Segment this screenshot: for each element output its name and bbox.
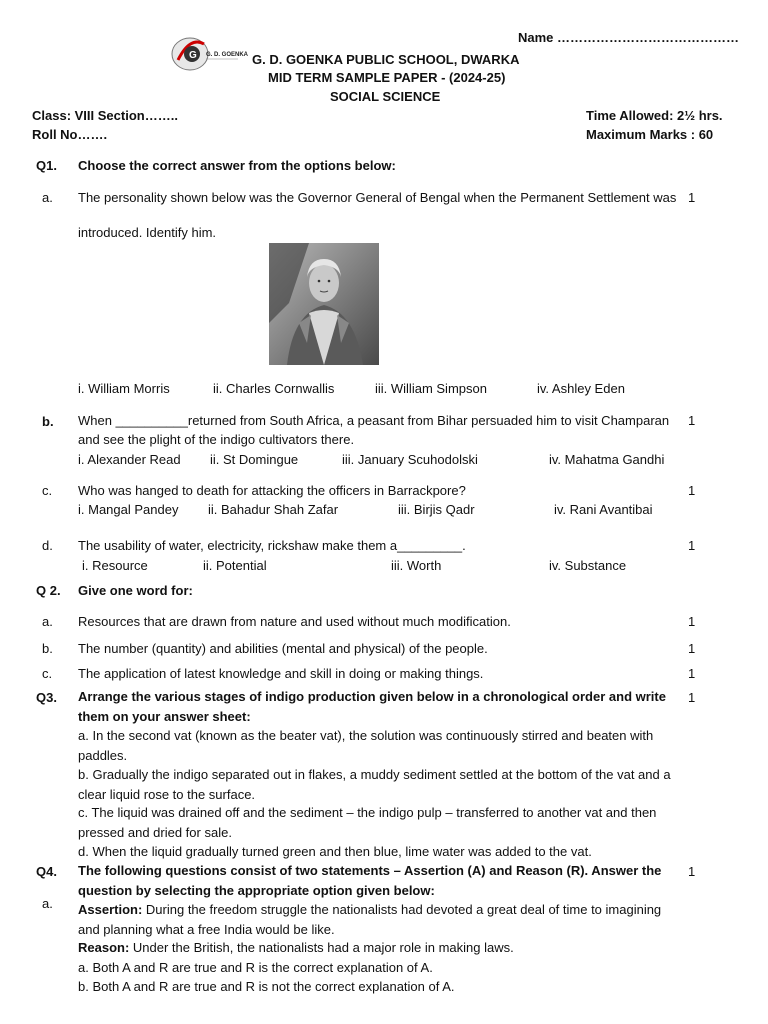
assertion-label: Assertion: bbox=[78, 902, 143, 917]
q4a-label: a. bbox=[42, 896, 53, 911]
q2b-marks: 1 bbox=[688, 641, 696, 656]
q4-reason bbox=[78, 940, 514, 955]
q1b-marks: 1 bbox=[688, 413, 696, 428]
q2c-label: c. bbox=[42, 666, 53, 681]
q1d-option-4: iv. Substance bbox=[549, 558, 627, 573]
q1d-option-3: iii. Worth bbox=[391, 558, 442, 573]
q4-option-a: a. Both A and R are true and R is the correct explanation of A. bbox=[78, 960, 433, 975]
subject-title: SOCIAL SCIENCE bbox=[330, 89, 441, 104]
school-logo bbox=[168, 30, 248, 80]
q1a-marks: 1 bbox=[688, 190, 696, 205]
q1a-line2: introduced. Identify him. bbox=[78, 225, 217, 240]
q1c-line1: Who was hanged to death for attacking the officers in Barrackpore? bbox=[78, 483, 466, 498]
q1a-option-4: iv. Ashley Eden bbox=[537, 381, 625, 396]
q1b-option-3: iii. January Scuhodolski bbox=[342, 452, 478, 467]
q3-stage-c: c. The liquid was drained off and the sediment – the indigo pulp – transferred to another vat and then pressed and dried for sale. bbox=[78, 805, 657, 840]
q3-stage-b: b. Gradually the indigo separated out in flakes, a muddy sediment settled at the bottom of the vat and a clear liquid rose to the surface. bbox=[78, 767, 671, 802]
time-allowed: Time Allowed: 2½ hrs. bbox=[586, 108, 723, 123]
q1d-label: d. bbox=[42, 538, 53, 553]
reason-text: Under the British, the nationalists had a major role in making laws. bbox=[129, 940, 514, 955]
roll-number: Roll No……. bbox=[32, 127, 108, 142]
q2b-text: The number (quantity) and abilities (mental and physical) of the people. bbox=[78, 641, 488, 656]
q4-number: Q4. bbox=[36, 864, 57, 879]
q4-option-b: b. Both A and R are true and R is not the correct explanation of A. bbox=[78, 979, 455, 994]
maximum-marks: Maximum Marks : 60 bbox=[586, 127, 714, 142]
q3-number: Q3. bbox=[36, 690, 57, 705]
q2-title: Give one word for: bbox=[78, 583, 193, 598]
paper-title: MID TERM SAMPLE PAPER - (2024-25) bbox=[268, 70, 506, 85]
q2a-marks: 1 bbox=[688, 614, 696, 629]
name-line: Name …………………………………… bbox=[518, 30, 740, 45]
svg-text:G: G bbox=[189, 50, 197, 61]
q3-title: Arrange the various stages of indigo production given below in a chronological order and write them on your answer sheet: bbox=[78, 689, 666, 724]
q2b-label: b. bbox=[42, 641, 53, 656]
q1c-label: c. bbox=[42, 483, 53, 498]
q1a-option-2: ii. Charles Cornwallis bbox=[213, 381, 335, 396]
q1c-marks: 1 bbox=[688, 483, 696, 498]
q1a-option-1: i. William Morris bbox=[78, 381, 170, 396]
q1d-marks: 1 bbox=[688, 538, 696, 553]
q1b-line2: and see the plight of the indigo cultivators there. bbox=[78, 432, 355, 447]
q1b-line1: When __________returned from South Africa, a peasant from Bihar persuaded him to visit Champaran bbox=[78, 413, 670, 428]
q1c-option-1: i. Mangal Pandey bbox=[78, 502, 179, 517]
q2a-text: Resources that are drawn from nature and used without much modification. bbox=[78, 614, 511, 629]
reason-label: Reason: bbox=[78, 940, 130, 955]
q4-title: The following questions consist of two statements – Assertion (A) and Reason (R). Answer the question by selecting the appropriate option given below: bbox=[78, 863, 662, 898]
q1d-line1: The usability of water, electricity, rickshaw make them a_________. bbox=[78, 538, 466, 553]
q1c-option-3: iii. Birjis Qadr bbox=[398, 502, 475, 517]
q1b-label: b. bbox=[42, 414, 54, 429]
q2-number: Q 2. bbox=[36, 583, 61, 598]
q1d-option-2: ii. Potential bbox=[203, 558, 267, 573]
q1a-option-3: iii. William Simpson bbox=[375, 381, 487, 396]
q2c-marks: 1 bbox=[688, 666, 696, 681]
q3-stage-d: d. When the liquid gradually turned green and then blue, lime water was added to the vat. bbox=[78, 844, 592, 859]
q4-marks: 1 bbox=[688, 864, 696, 879]
q1c-option-2: ii. Bahadur Shah Zafar bbox=[208, 502, 339, 517]
q3-stage-a: a. In the second vat (known as the beater vat), the solution was continuously stirred and beaten with paddles. bbox=[78, 728, 654, 763]
q1b-option-1: i. Alexander Read bbox=[78, 452, 181, 467]
logo-text: G. D. GOENKA bbox=[206, 52, 248, 58]
q1c-option-4: iv. Rani Avantibai bbox=[554, 502, 653, 517]
school-name: G. D. GOENKA PUBLIC SCHOOL, DWARKA bbox=[252, 52, 520, 67]
q1a-line1: The personality shown below was the Governor General of Bengal when the Permanent Settlement was bbox=[78, 190, 677, 205]
q2c-text: The application of latest knowledge and skill in doing or making things. bbox=[78, 666, 484, 681]
q1a-label: a. bbox=[42, 190, 53, 205]
q1b-option-4: iv. Mahatma Gandhi bbox=[549, 452, 665, 467]
q1d-option-1: i. Resource bbox=[82, 558, 148, 573]
q4-assertion bbox=[78, 900, 678, 939]
cornwallis-portrait-image bbox=[269, 243, 379, 365]
q1-title: Choose the correct answer from the options below: bbox=[78, 158, 396, 173]
class-section: Class: VIII Section…….. bbox=[32, 108, 178, 123]
q1-number: Q1. bbox=[36, 158, 57, 173]
q1b-option-2: ii. St Domingue bbox=[210, 452, 299, 467]
q3-marks: 1 bbox=[688, 690, 696, 705]
q2a-label: a. bbox=[42, 614, 53, 629]
assertion-text: During the freedom struggle the nationalists had devoted a great deal of time to imagining and planning what a free India would be like. bbox=[78, 902, 662, 937]
